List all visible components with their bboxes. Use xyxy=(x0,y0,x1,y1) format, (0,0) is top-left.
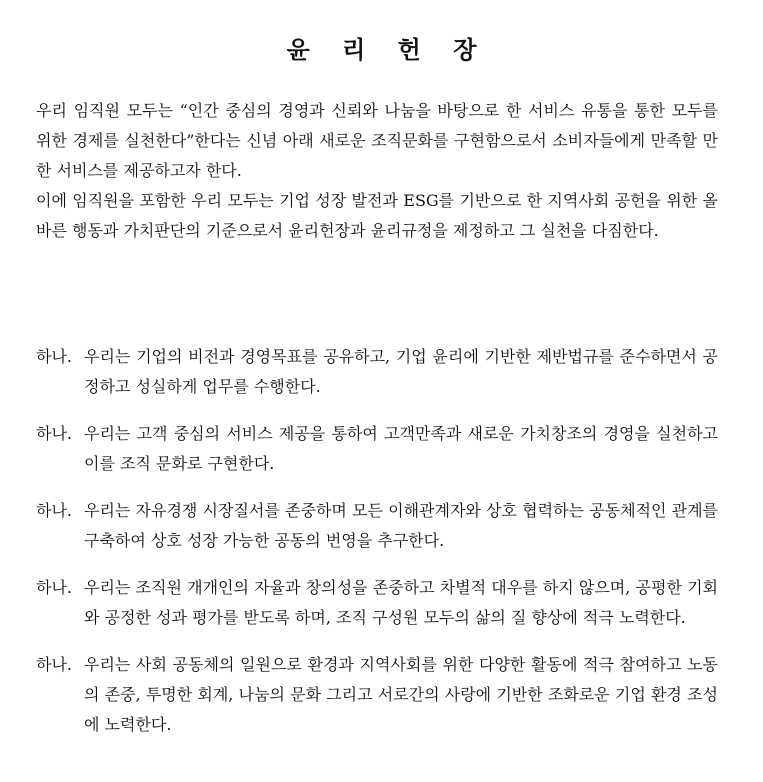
principle-marker: 하나. xyxy=(36,424,72,443)
intro-section xyxy=(36,96,718,246)
principle-item-5 xyxy=(36,650,718,740)
principle-text: 우리는 고객 중심의 서비스 제공을 통하여 고객만족과 새로운 가치창조의 경영을 실천하고 이를 조직 문화로 구현한다. xyxy=(84,424,718,473)
principle-marker: 하나. xyxy=(36,578,72,597)
principle-item-1 xyxy=(36,342,718,402)
principle-marker: 하나. xyxy=(36,655,72,674)
principle-item-4 xyxy=(36,573,718,633)
principle-text: 우리는 자유경쟁 시장질서를 존중하며 모든 이해관계자와 상호 협력하는 공동체적인 관계를 구축하여 상호 성장 가능한 공동의 번영을 추구한다. xyxy=(84,501,718,550)
principle-marker: 하나. xyxy=(36,347,72,366)
principle-marker: 하나. xyxy=(36,501,72,520)
principle-item-3 xyxy=(36,496,718,556)
principle-text: 우리는 조직원 개개인의 자율과 창의성을 존중하고 차별적 대우를 하지 않으며, 공평한 기회와 공정한 성과 평가를 받도록 하며, 조직 구성원 모두의 삶의 질 향상에 적극 노력한다. xyxy=(84,578,718,627)
principle-text: 우리는 기업의 비전과 경영목표를 공유하고, 기업 윤리에 기반한 제반법규를 준수하면서 공정하고 성실하게 업무를 수행한다. xyxy=(84,347,718,396)
principle-item-2 xyxy=(36,419,718,479)
intro-paragraph-1: 우리 임직원 모두는 “인간 중심의 경영과 신뢰와 나눔을 바탕으로 한 서비스 유통을 통한 모두를 위한 경제를 실천한다”한다는 신념 아래 새로운 조직문화를 구현함으로서 소비자들에게 만족할 만한 서비스를 제공하고자 한다. xyxy=(36,101,718,180)
intro-paragraph-2: 이에 임직원을 포함한 우리 모두는 기업 성장 발전과 ESG를 기반으로 한 지역사회 공헌을 위한 올바른 행동과 가치판단의 기준으로서 윤리헌장과 윤리규정을 제정하고 그 실천을 다짐한다. xyxy=(36,191,718,240)
principles-list xyxy=(36,342,718,757)
principle-text: 우리는 사회 공동체의 일원으로 환경과 지역사회를 위한 다양한 활동에 적극 참여하고 노동의 존중, 투명한 회계, 나눔의 문화 그리고 서로간의 사랑에 기반한 조화로운 기업 환경 조성에 노력한다. xyxy=(84,655,718,734)
document-title: 윤 리 헌 장 xyxy=(286,36,489,65)
